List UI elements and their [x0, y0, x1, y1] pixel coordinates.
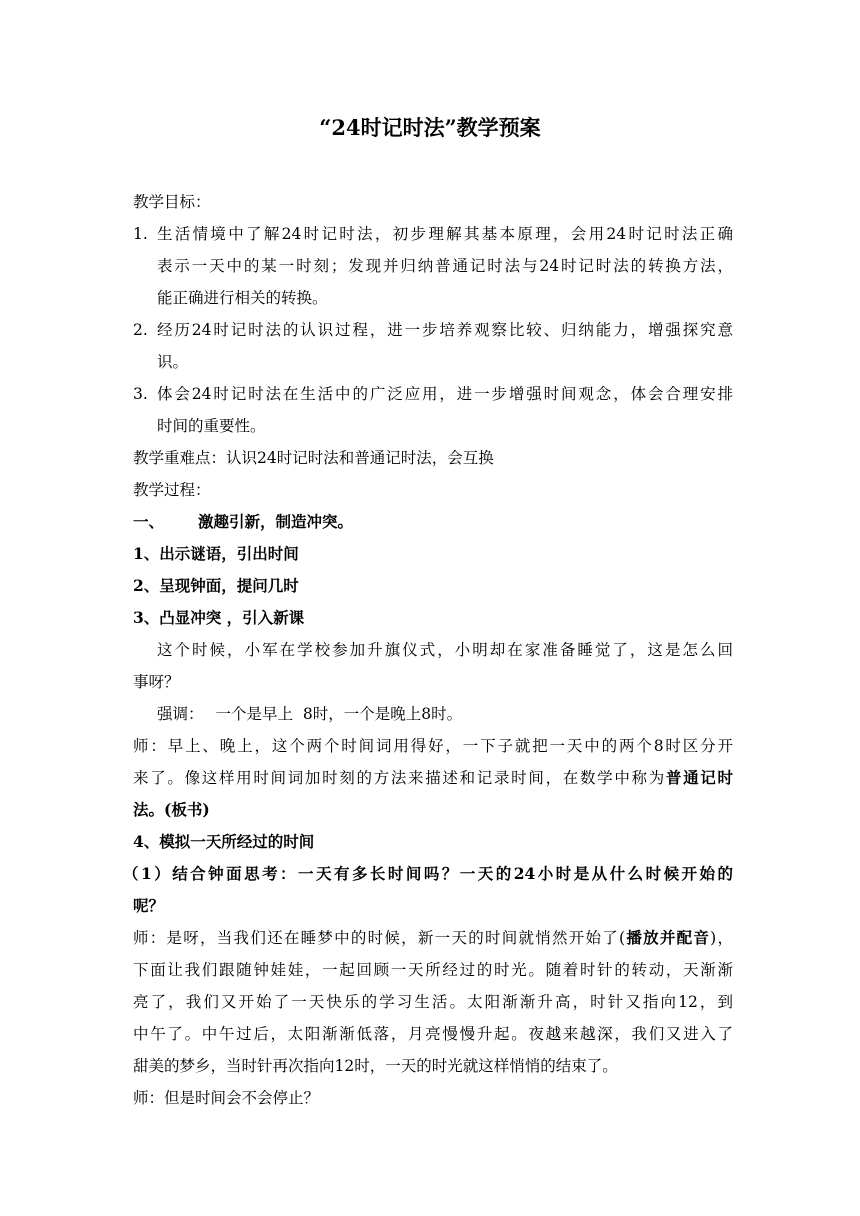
teacher-line: 师：早上、晚上，这个两个时间词用得好，一下子就把一天中的两个8时区分开: [133, 737, 733, 755]
objective-line: 体会24时记时法在生活中的广泛应用，进一步增强时间观念，体会合理安排: [157, 385, 733, 403]
objective-number: 2.: [133, 321, 148, 339]
objective-line: 识。: [157, 353, 189, 371]
teacher-line: 中午了。中午过后，太阳渐渐低落，月亮慢慢升起。夜越来越深，我们又进入了: [133, 1025, 733, 1043]
teacher-text: 师：是呀，当我们还在睡梦中的时候，新一天的时间就悄然开始了(: [133, 929, 626, 947]
teacher-line: [133, 762, 733, 794]
objectives-heading: 教学目标：: [133, 193, 211, 211]
teacher-term-end: 法。(板书): [133, 800, 210, 819]
step-1: 1、出示谜语，引出时间: [133, 544, 299, 563]
emphasis-line: [133, 698, 733, 730]
objective-number: 3.: [133, 385, 148, 403]
paragraph-line: 事呀？: [133, 673, 180, 691]
key-points: 教学重难点：认识24时记时法和普通记时法，会互换: [133, 449, 494, 467]
teacher-text: 来了。像这样用时间词加时刻的方法来描述和记录时间，在数学中称为: [133, 769, 666, 787]
question-line: （1）结合钟面思考：一天有多长时间吗？一天的24小时是从什么时候开始的: [123, 864, 733, 883]
objective-line: 能正确进行相关的转换。: [157, 289, 328, 307]
section-heading-1: [133, 506, 733, 538]
teacher-term: 普通记时: [665, 768, 733, 787]
step-2: 2、呈现钟面，提问几时: [133, 576, 299, 595]
teacher-line: 亮了，我们又开始了一天快乐的学习生活。太阳渐渐升高，时针又指向12，到: [133, 993, 733, 1011]
objective-item-3: [133, 378, 733, 442]
objective-line: 生活情境中了解24时记时法，初步理解其基本原理，会用24时记时法正确: [157, 225, 733, 243]
teacher-line: [133, 922, 733, 954]
document-title: “24时记时法”教学预案: [319, 115, 541, 140]
objective-item-1: [133, 218, 733, 314]
emphasis-text: 一个是早上 8时，一个是晚上8时。: [215, 705, 463, 723]
section-text: 激趣引新，制造冲突。: [198, 512, 354, 531]
step-3: 3、凸显冲突 ，引入新课: [133, 608, 305, 627]
objectives-section: [123, 186, 733, 1114]
teacher-line: 甜美的梦乡，当时针再次指向12时，一天的时光就这样悄悄的结束了。: [133, 1057, 618, 1075]
objective-number: 1.: [133, 225, 148, 243]
paragraph-line: 这个时候，小军在学校参加升旗仪式，小明却在家准备睡觉了，这是怎么回: [157, 641, 733, 659]
teacher-action: 播放并配音: [625, 928, 711, 947]
objective-line: 时间的重要性。: [157, 417, 266, 435]
objective-line: 表示一天中的某一时刻；发现并归纳普通记时法与24时记时法的转换方法，: [157, 257, 733, 275]
teacher-text: )，: [710, 929, 733, 947]
objective-item-2: [133, 314, 733, 378]
teacher-line: 下面让我们跟随钟娃娃，一起回顾一天所经过的时光。随着时针的转动，天渐渐: [133, 961, 733, 979]
objective-line: 经历24时记时法的认识过程，进一步培养观察比较、归纳能力，增强探究意: [157, 321, 733, 339]
emphasis-label: 强调：: [157, 705, 204, 723]
question-line: 呢？: [133, 896, 165, 915]
teacher-line: 师：但是时间会不会停止？: [133, 1089, 320, 1107]
section-number: 一、: [133, 512, 165, 531]
step-4: 4、模拟一天所经过的时间: [133, 832, 315, 851]
process-heading: 教学过程：: [133, 481, 211, 499]
